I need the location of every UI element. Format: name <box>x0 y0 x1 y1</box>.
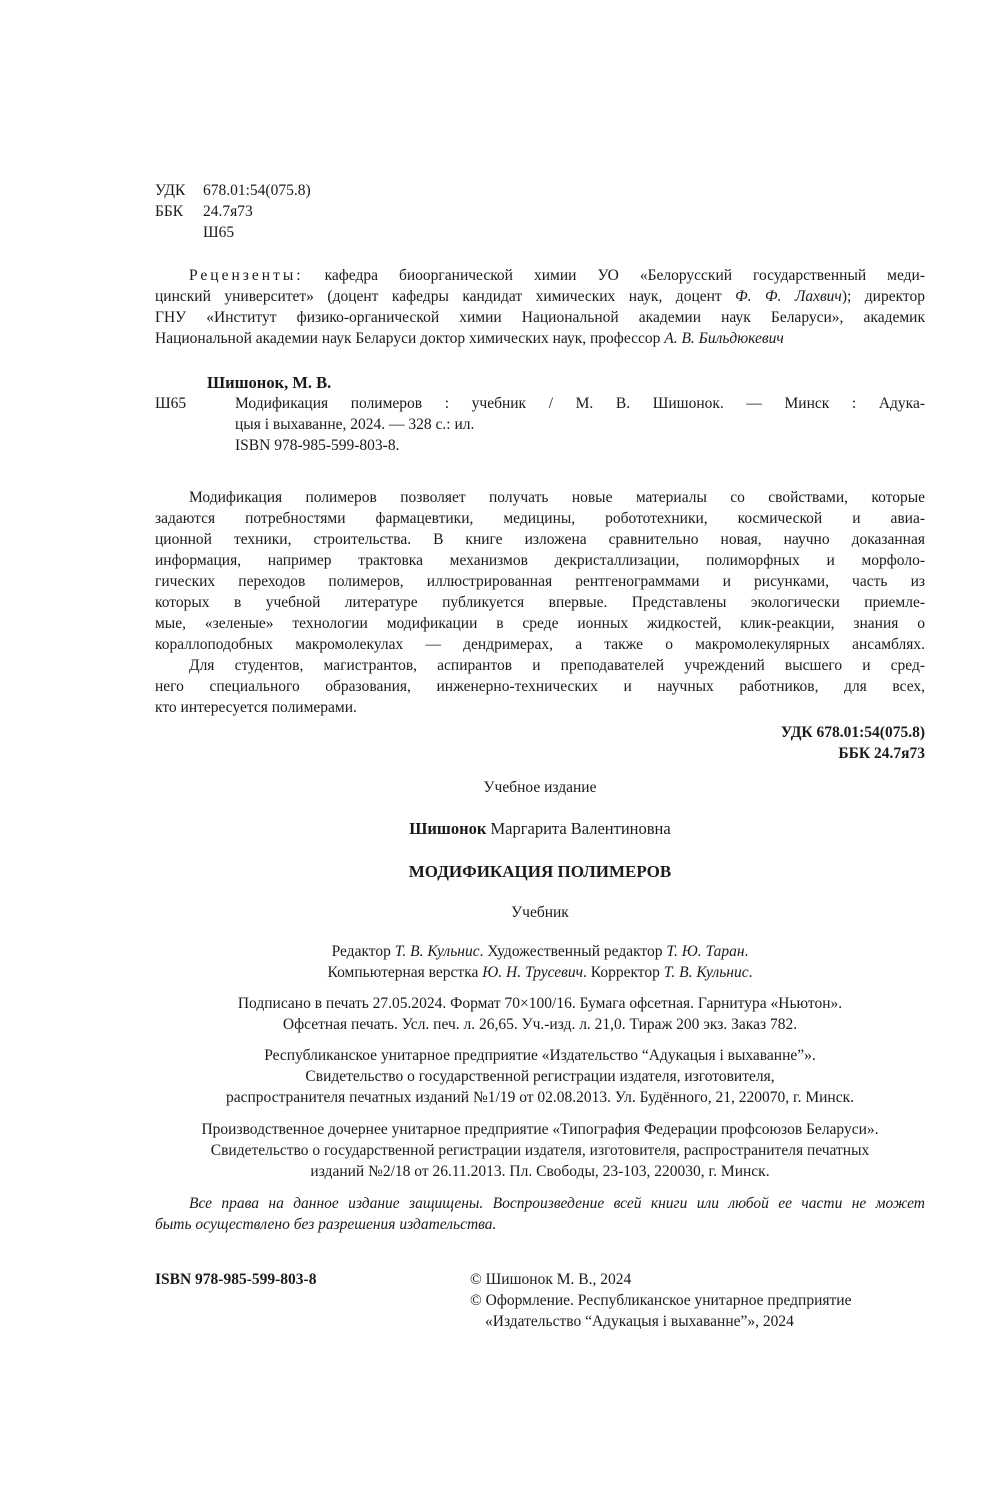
annotation-line: Для студентов, магистрантов, аспирантов и преподавателей учреждений высшего и сред- <box>189 657 925 674</box>
reviewers-line: ГНУ «Институт физико-органической химии Национальной академии наук Беларуси», академик <box>155 309 925 326</box>
annotation-line: него специального образования, инженерно-технических и научных работников, для всех, <box>155 678 925 695</box>
bib-title-line: Модификация полимеров : учебник / М. В. Шишонок. — Минск : Адука- <box>235 395 925 412</box>
author-full-name: Шишонок Маргарита Валентиновна <box>409 819 671 838</box>
reviewers-line: Рецензенты: кафедра биоорганической химии УО «Белорусский государственный меди- <box>189 267 926 284</box>
edition-type: Учебное издание <box>483 779 597 796</box>
annotation-line: информация, например трактовка механизмов декристаллизации, полиморфных и морфоло- <box>155 552 925 569</box>
footer-isbn: ISBN 978-985-599-803-8 <box>155 1271 317 1288</box>
rights-notice: Все права на данное издание защищены. Воспроизведение всей книги или любой ее части не может быть осуществлено без разрешения издательства. <box>155 1195 925 1233</box>
annotation-udk: УДК 678.01:54(075.8) <box>780 724 925 741</box>
reviewers-block <box>155 265 925 349</box>
reviewers-line: Национальной академии наук Беларуси доктор химических наук, профессор А. В. Бильдюкевич <box>155 330 784 347</box>
classification-block <box>155 180 925 243</box>
bib-mark: Ш65 <box>155 395 187 412</box>
annotation-line: ционной техники, строительства. В книге изложена сравнительно новая, научно доказанная <box>155 531 925 548</box>
annotation-line: кораллоподобных макромолекулах — дендримерах, а также о макромолекулярных ансамблях. <box>155 636 925 653</box>
bib-isbn: ISBN 978-985-599-803-8. <box>235 437 400 454</box>
copyright-block: © Шишонок М. В., 2024 © Оформление. Республиканское унитарное предприятие «Издательство “Адукацыя і выхаванне”», 2024 <box>470 1271 852 1330</box>
book-genre: Учебник <box>511 904 569 921</box>
print-info: Подписано в печать 27.05.2024. Формат 70×100/16. Бумага офсетная. Гарнитура «Ньютон». Офсетная печать. Усл. печ. л. 26,65. Уч.-изд. л. 21,0. Тираж 200 экз. Заказ 782. <box>237 995 843 1033</box>
bib-author: Шишонок, М. В. <box>207 373 332 392</box>
book-title: МОДИФИКАЦИЯ ПОЛИМЕРОВ <box>408 862 672 881</box>
annotation-line: задаются потребностями фармацевтики, медицины, робототехники, космической и авиа- <box>155 510 925 527</box>
annotation-line: кто интересуется полимерами. <box>155 699 357 716</box>
author-mark: Ш65 <box>203 224 235 241</box>
annotation <box>155 487 925 718</box>
annotation-line: мые, «зеленые» технологии модификации в среде ионных жидкостей, клик-реакции, знания о <box>155 615 925 632</box>
bib-title-line: цыя і выхаванне, 2024. — 328 с.: ил. <box>235 416 475 433</box>
annotation-index <box>155 722 925 764</box>
annotation-bbk: ББК 24.7я73 <box>838 745 925 762</box>
staff-credits: Редактор Т. В. Кульнис. Художественный редактор Т. Ю. Таран. Компьютерная верстка Ю. Н. Трусевич. Корректор Т. В. Кульнис. <box>327 943 753 981</box>
annotation-line: Модификация полимеров позволяет получать новые материалы со свойствами, которые <box>189 489 925 506</box>
reviewers-line: цинский университет» (доцент кафедры кандидат химических наук, доцент Ф. Ф. Лахвич); директор <box>155 288 925 305</box>
publisher-info: Республиканское унитарное предприятие «Издательство “Адукацыя і выхаванне”». Свидетельство о государственной регистрации издателя, изготовителя, распространителя печатных изданий №1/19 от 02.08.2013. Ул. Будённого, 21, 220070, г. Минск. <box>226 1047 854 1106</box>
udk-line: УДК 678.01:54(075.8) <box>155 182 311 199</box>
annotation-line: которых в учебной литературе публикуется впервые. Представлены экологически приемле- <box>155 594 925 611</box>
annotation-line: гических переходов полимеров, иллюстрированная рентгенограммами и рисунками, часть из <box>155 573 925 590</box>
bibliographic-record <box>155 372 925 456</box>
printer-info: Производственное дочернее унитарное предприятие «Типография Федерации профсоюзов Беларуси». Свидетельство о государственной регистрации издателя, изготовителя, распространителя печатных изданий №2/18 от 26.11.2013. Пл. Свободы, 23-103, 220030, г. Минск. <box>201 1121 879 1180</box>
bbk-line: ББК 24.7я73 <box>155 203 253 220</box>
